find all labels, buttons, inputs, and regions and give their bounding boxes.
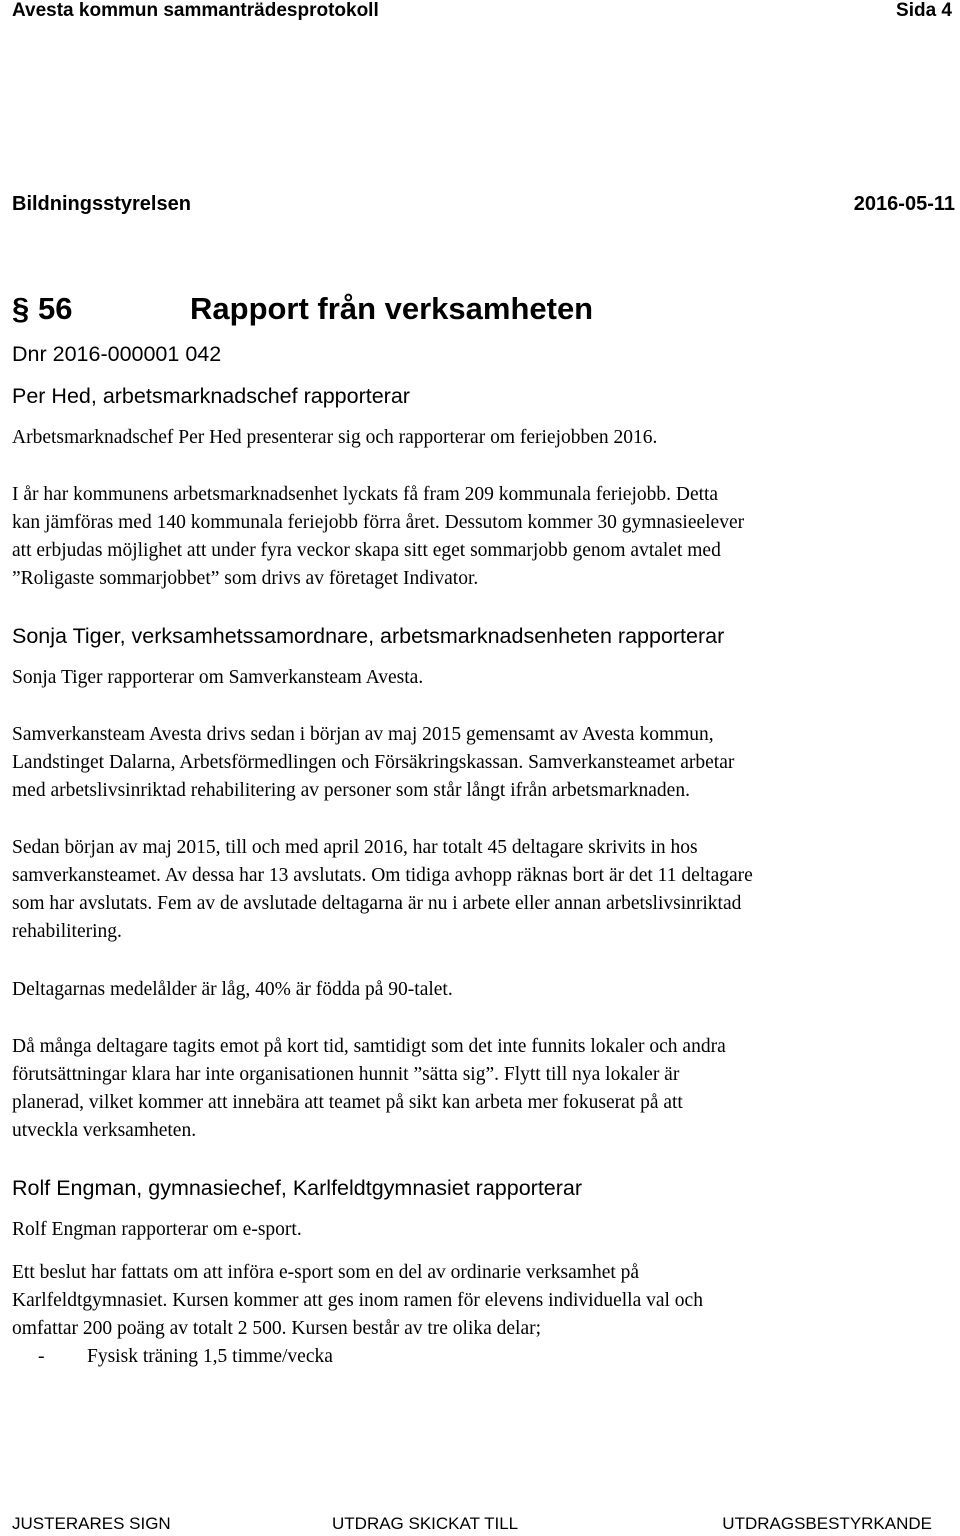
report1-heading: Per Hed, arbetsmarknadschef rapporterar: [12, 384, 410, 408]
report3-paragraph1: Rolf Engman rapporterar om e-sport.: [12, 1219, 302, 1240]
report2-paragraph2-line: med arbetslivsinriktad rehabilitering av personer som står långt ifrån arbetsmarknaden.: [12, 780, 690, 801]
board-name: Bildningsstyrelsen: [12, 193, 191, 215]
report1-paragraph2-line: att erbjudas möjlighet att under fyra veckor skapa sitt eget sommarjobb genom avtalet med: [12, 540, 721, 561]
report1-paragraph2-line: kan jämföras med 140 kommunala feriejobb förra året. Dessutom kommer 30 gymnasieelever: [12, 512, 745, 533]
report3-paragraph2-line: omfattar 200 poäng av totalt 2 500. Kursen består av tre olika delar;: [12, 1318, 542, 1339]
list-item-dash: -: [38, 1346, 45, 1367]
report2-paragraph2-line: Landstinget Dalarna, Arbetsförmedlingen och Försäkringskassan. Samverkansteamet arbetar: [12, 752, 735, 773]
section-number: 56: [38, 291, 73, 326]
section-title: Rapport från verksamheten: [190, 291, 594, 326]
footer-utdragsbestyrkande: UTDRAGSBESTYRKANDE: [722, 1514, 932, 1533]
report2-paragraph1: Sonja Tiger rapporterar om Samverkansteam Avesta.: [12, 667, 424, 688]
footer-justerares-sign: JUSTERARES SIGN: [12, 1514, 171, 1533]
report1-paragraph2-line: I år har kommunens arbetsmarknadsenhet lyckats få fram 209 kommunala feriejobb. Detta: [12, 484, 719, 505]
report1-paragraph1: Arbetsmarknadschef Per Hed presenterar sig och rapporterar om feriejobben 2016.: [12, 427, 658, 448]
report2-paragraph5-line: Då många deltagare tagits emot på kort tid, samtidigt som det inte funnits lokaler och andra: [12, 1036, 726, 1057]
report2-paragraph3-line: som har avslutats. Fem av de avslutade deltagarna är nu i arbete eller annan arbetslivsinriktad: [12, 893, 742, 914]
report2-paragraph5-line: planerad, vilket kommer att innebära att teamet på sikt kan arbeta mer fokuserat på att: [12, 1092, 683, 1113]
page-number: Sida 4: [896, 0, 952, 21]
footer-utdrag-skickat-till: UTDRAG SKICKAT TILL: [332, 1514, 519, 1533]
report2-paragraph3-line: rehabilitering.: [12, 921, 122, 942]
report1-paragraph2-line: ”Roligaste sommarjobbet” som drivs av företaget Indivator.: [12, 568, 479, 589]
meeting-date: 2016-05-11: [853, 193, 955, 215]
report3-heading: Rolf Engman, gymnasiechef, Karlfeldtgymnasiet rapporterar: [12, 1176, 583, 1200]
document-header-title: Avesta kommun sammanträdesprotokoll: [12, 0, 379, 21]
report3-paragraph2-line: Karlfeldtgymnasiet. Kursen kommer att ges inom ramen för elevens individuella val och: [12, 1290, 703, 1311]
report3-paragraph2-line: Ett beslut har fattats om att införa e-sport som en del av ordinarie verksamhet på: [12, 1262, 640, 1283]
report2-paragraph3-line: samverkansteamet. Av dessa har 13 avslutats. Om tidiga avhopp räknas bort är det 11 deltagare: [12, 865, 753, 886]
report2-paragraph5-line: utveckla verksamheten.: [12, 1120, 197, 1141]
report2-heading: Sonja Tiger, verksamhetssamordnare, arbetsmarknadsenheten rapporterar: [12, 624, 725, 648]
dnr: Dnr 2016-000001 042: [12, 342, 222, 366]
report2-paragraph4: Deltagarnas medelålder är låg, 40% är födda på 90-talet.: [12, 979, 453, 1000]
section-symbol: §: [12, 291, 30, 326]
report2-paragraph3-line: Sedan början av maj 2015, till och med april 2016, har totalt 45 deltagare skrivits in hos: [12, 837, 698, 858]
report2-paragraph2-line: Samverkansteam Avesta drivs sedan i början av maj 2015 gemensamt av Avesta kommun,: [12, 724, 714, 745]
report2-paragraph5-line: förutsättningar klara har inte organisationen hunnit ”sätta sig”. Flytt till nya lokaler är: [12, 1064, 680, 1085]
list-item-text: Fysisk träning 1,5 timme/vecka: [87, 1346, 333, 1367]
